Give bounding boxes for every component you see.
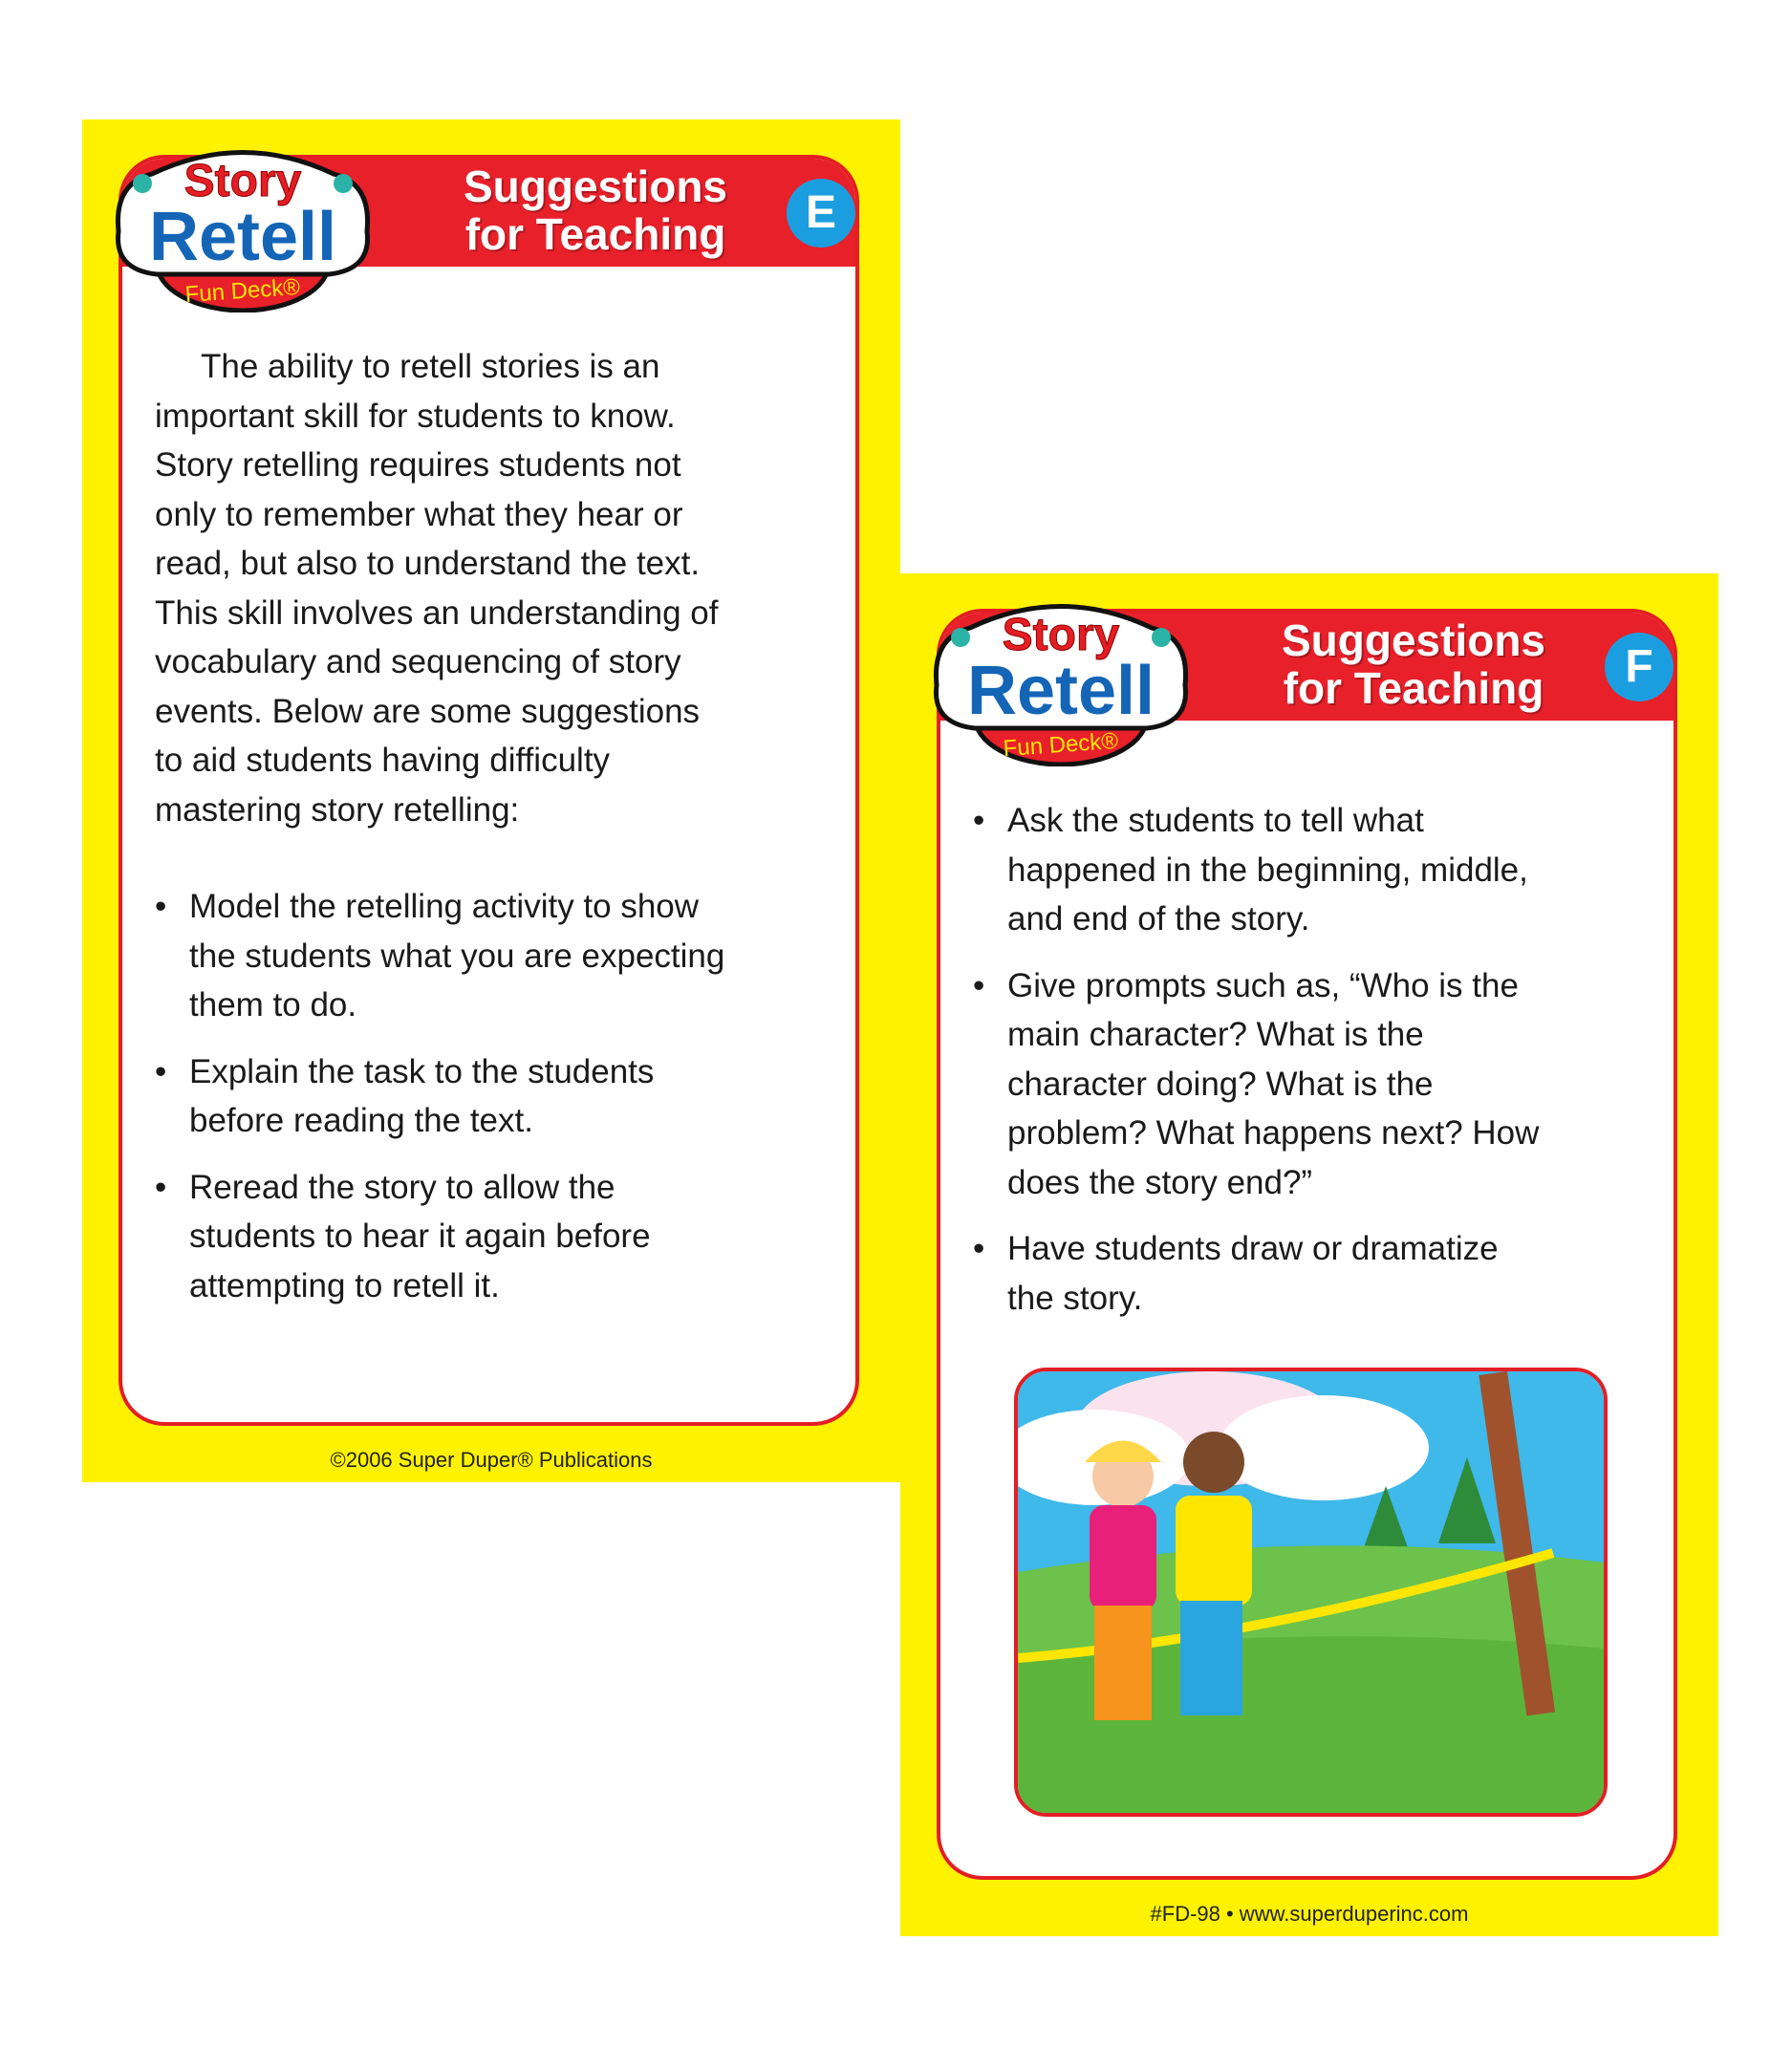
bullet-line: happened in the beginning, middle,	[1007, 851, 1528, 889]
bullet-dot-icon: •	[973, 1230, 985, 1267]
bullet-item	[973, 796, 1661, 944]
bullet-line: Explain the task to the students	[189, 1052, 655, 1090]
logo-retell: Retell	[966, 653, 1155, 729]
bullet-line: main character? What is the	[1007, 1016, 1424, 1053]
spacer	[155, 834, 843, 882]
intro-line: This skill involves an understanding of	[155, 593, 719, 632]
bullet-line: does the story end?”	[1007, 1163, 1313, 1201]
card-body	[973, 796, 1661, 1340]
bullet-line: Have students draw or dramatize	[1007, 1230, 1499, 1267]
card-panel	[937, 609, 1677, 1880]
story-retell-logo	[109, 140, 377, 313]
bullet-line: Model the retelling activity to show	[189, 888, 700, 925]
bullet-line: the story.	[1007, 1279, 1143, 1317]
logo-fundeck: Fun Deck®	[184, 273, 301, 309]
bullet-line: Reread the story to allow the	[189, 1168, 615, 1206]
title-line: Suggestions	[1281, 615, 1546, 665]
bullet-line: Ask the students to tell what	[1007, 802, 1424, 839]
intro-line: to aid students having difficulty	[155, 742, 611, 779]
bullet-dot-icon: •	[155, 1052, 167, 1090]
bullet-line: Give prompts such as, “Who is the	[1007, 966, 1519, 1004]
intro-line: Story retelling requires students not	[155, 446, 681, 484]
bullet-line: attempting to retell it.	[189, 1266, 500, 1304]
bullet-line: students to hear it again before	[189, 1218, 651, 1255]
bullet-line: and end of the story.	[1007, 900, 1310, 938]
teaching-card-f	[900, 573, 1718, 1936]
intro-line: vocabulary and sequencing of story	[155, 643, 681, 680]
bullet-item	[155, 882, 843, 1030]
card-footer: #FD-98 • www.superduperinc.com	[1150, 1902, 1469, 1926]
card-body	[155, 342, 843, 1327]
card-title	[1256, 616, 1571, 712]
intro-line: important skill for students to know.	[155, 397, 676, 435]
card-letter-badge: E	[787, 179, 855, 248]
bullet-dot-icon: •	[973, 966, 985, 1004]
bullet-dot-icon: •	[155, 888, 167, 925]
teaching-card-e	[82, 119, 900, 1482]
card-title	[438, 162, 753, 258]
bullet-line: problem? What happens next? How	[1007, 1114, 1540, 1152]
logo-story: Story	[184, 156, 302, 206]
card-letter-badge: F	[1605, 633, 1673, 701]
title-line: for Teaching	[1283, 663, 1544, 713]
bullet-item	[973, 961, 1661, 1208]
bullet-line: them to do.	[189, 986, 357, 1024]
story-retell-logo	[927, 594, 1195, 766]
intro-line: events. Below are some suggestions	[155, 692, 701, 730]
logo-retell: Retell	[148, 199, 337, 275]
intro-line: read, but also to understand the text.	[155, 545, 701, 582]
bullet-line: character doing? What is the	[1007, 1065, 1434, 1103]
intro-line: The ability to retell stories is an	[155, 348, 660, 385]
card-panel	[119, 155, 859, 1426]
bullet-dot-icon: •	[973, 802, 985, 839]
title-line: for Teaching	[464, 209, 726, 259]
card-footer: ©2006 Super Duper® Publications	[330, 1448, 653, 1472]
bullet-line: before reading the text.	[189, 1102, 533, 1139]
title-line: Suggestions	[463, 162, 728, 211]
bullet-item	[155, 1163, 843, 1311]
bullet-item	[155, 1047, 843, 1146]
bullet-dot-icon: •	[155, 1168, 167, 1206]
intro-line: mastering story retelling:	[155, 790, 520, 829]
intro-line: only to remember what they hear or	[155, 495, 683, 533]
logo-fundeck: Fun Deck®	[1002, 727, 1119, 763]
bullet-item	[973, 1224, 1661, 1323]
bullet-line: the students what you are expecting	[189, 937, 725, 975]
illustration-kids-race-finish	[1014, 1368, 1608, 1817]
logo-story: Story	[1002, 610, 1120, 660]
